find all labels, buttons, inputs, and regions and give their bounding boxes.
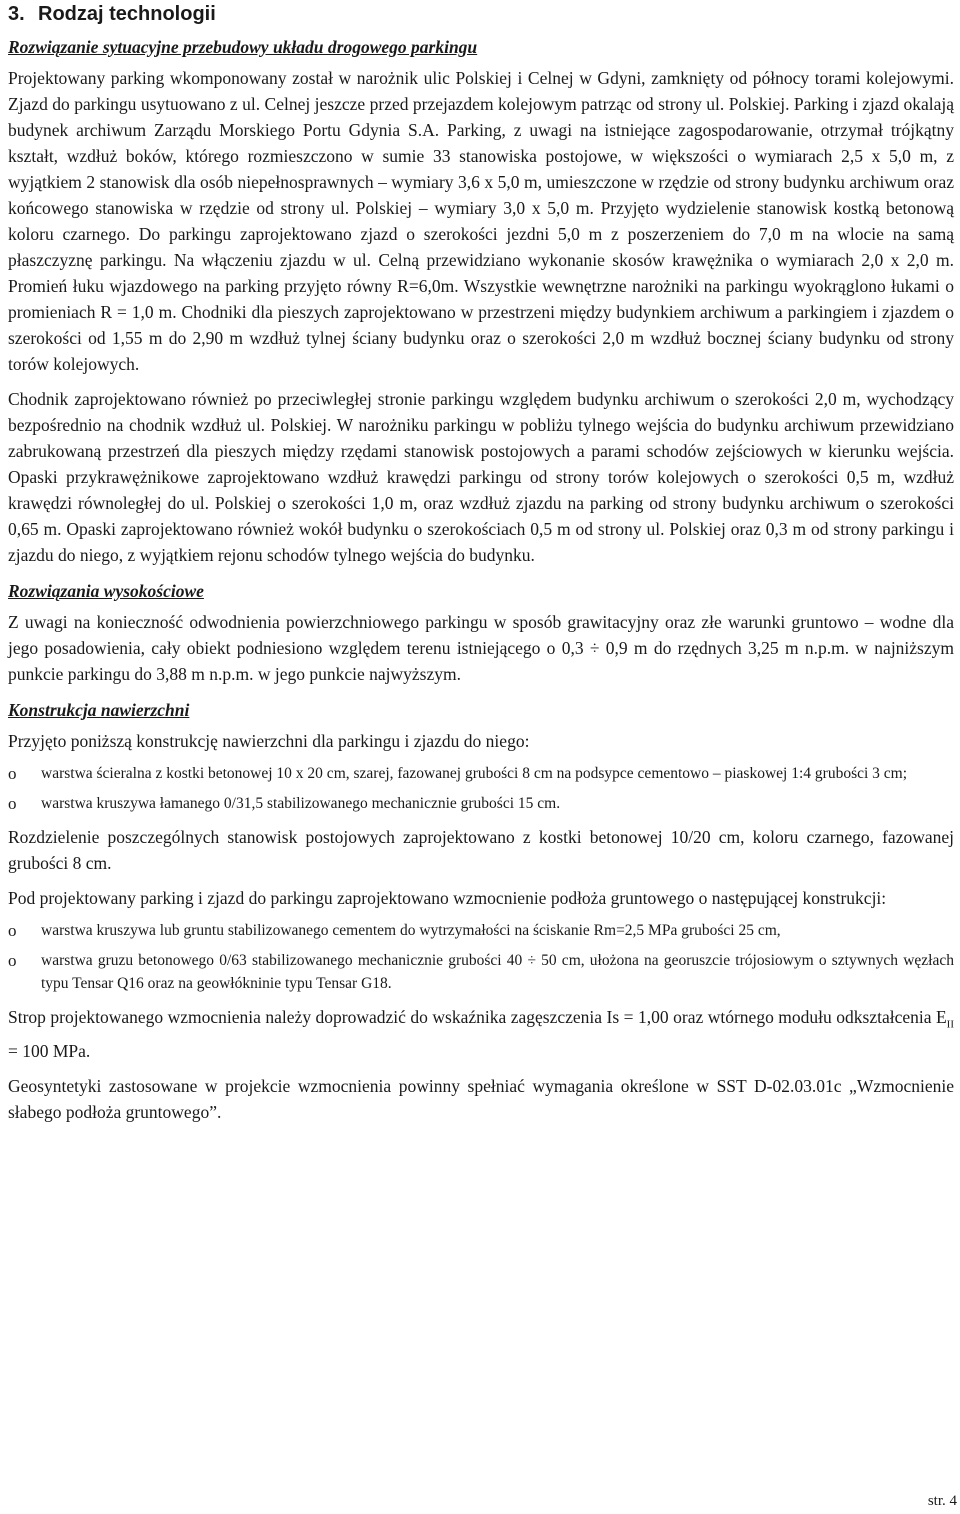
page-number: str. 4 xyxy=(927,1493,957,1509)
section-heading xyxy=(8,0,954,26)
subheading-layout: Rozwiązanie sytuacyjne przebudowy układu drogowego parkingu xyxy=(8,37,478,57)
list-item xyxy=(8,762,954,785)
paragraph-layout-1: Projektowany parking wkomponowany został w narożnik ulic Polskiej i Celnej w Gdyni, zamknięty od północy torami kolejowymi. Zjazd do parkingu usytuowano z ul. Celnej jeszcze przed przejazdem kolejowym patrząc od strony ul. Polskiej. Parking i zjazd okalają budynek archiwum Zarządu Morskiego Portu Gdynia S.A. Parking, z uwagi na istniejące zagospodarowanie, otrzymał trójkątny kształt, wzdłuż boków, którego rozmieszczono w sumie 33 stanowiska postojowe, w większości o wymiarach 2,5 x 5,0 m, z wyjątkiem 2 stanowisk dla osób niepełnosprawnych – wymiary 3,6 x 5,0 m, umieszczone w rzędzie od strony budynku archiwum oraz końcowego stanowiska w rzędzie od strony ul. Polskiej – wymiary 3,0 x 5,0 m. Przyjęto wydzielenie stanowisk kostką betonową koloru czarnego. Do parkingu zaprojektowano zjazd o szerokości jezdni 5,0 m z poszerzeniem do 7,0 m na wlocie na samą płaszczyznę parkingu. Na włączeniu zjazdu w ul. Celną przewidziano wykonanie skosów krawężnika o wymiarach 2,0 x 2,0 m. Promień łuku wjazdowego na parking przyjęto równy R=6,0m. Wszystkie wewnętrzne narożniki na parkingu wyokrąglono łukami o promieniach R = 1,0 m. Chodniki dla pieszych zaprojektowano w przestrzeni między budynkiem archiwum a parkingiem i zjazdem o szerokości od 1,55 m do 2,90 m wzdłuż tylnej ściany budynku oraz o szerokości 2,0 m wzdłuż bocznej ściany budynku od strony torów kolejowych. xyxy=(8,68,954,374)
subheading-heights: Rozwiązania wysokościowe xyxy=(8,581,204,601)
list-item xyxy=(8,949,954,995)
compaction-text-end: = 100 MPa. xyxy=(8,1040,91,1061)
bullet-marker: o xyxy=(8,951,17,970)
paragraph-pavement-intro: Przyjęto poniższą konstrukcję nawierzchni dla parkingu i zjazdu do niego: xyxy=(8,731,530,751)
list-item-text: warstwa kruszywa łamanego 0/31,5 stabilizowanego mechanicznie grubości 15 cm. xyxy=(41,795,561,812)
paragraph-geosynthetics: Geosyntetyki zastosowane w projekcie wzmocnienia powinny spełniać wymagania określone w SST D-02.03.01c „Wzmocnienie słabego podłoża gruntowego”. xyxy=(8,1075,954,1122)
compaction-text: Strop projektowanego wzmocnienia należy doprowadzić do wskaźnika zagęszczenia Is = 1,00 oraz wtórnego modułu odkształcenia E xyxy=(8,1007,947,1027)
list-item-text: warstwa kruszywa lub gruntu stabilizowanego cementem do wytrzymałości na ściskanie Rm=2,5 MPa grubości 25 cm, xyxy=(41,922,781,939)
list-item-text: warstwa ścieralna z kostki betonowej 10 x 20 cm, szarej, fazowanej grubości 8 cm na podsypce cementowo – piaskowej 1:4 grubości 3 cm; xyxy=(41,765,908,782)
paragraph-compaction xyxy=(8,1004,954,1064)
paragraph-separation: Rozdzielenie poszczególnych stanowisk postojowych zaprojektowano z kostki betonowej 10/20 cm, koloru czarnego, fazowanej grubości 8 cm. xyxy=(8,827,954,873)
bullet-marker: o xyxy=(8,794,17,813)
list-item xyxy=(8,792,954,815)
subheading-pavement: Konstrukcja nawierzchni xyxy=(8,700,190,720)
paragraph-heights: Z uwagi na konieczność odwodnienia powierzchniowego parkingu w sposób grawitacyjny oraz złe warunki gruntowo – wodne dla jego posadowienia, cały obiekt podniesiono względem terenu istniejącego o 0,3 ÷ 0,9 m do rzędnych 3,25 m n.p.m. w najniższym punkcie parkingu do 3,88 m n.p.m. w jego punkcie najwyższym. xyxy=(8,612,954,684)
list-item-text: warstwa gruzu betonowego 0/63 stabilizowanego mechanicznie grubości 40 ÷ 50 cm, ułożona na georuszcie trójosiowym o sztywnych węzłach typu Tensar Q16 oraz na geowłókninie typu Tensar G18. xyxy=(41,952,954,992)
document-page xyxy=(8,0,954,1125)
bullet-marker: o xyxy=(8,921,17,940)
paragraph-layout-2: Chodnik zaprojektowano również po przeciwległej stronie parkingu względem budynku archiwum o szerokości 2,0 m, wychodzący bezpośrednio na chodnik wzdłuż ul. Polskiej. W narożniku parkingu w pobliżu tylnego wejścia do budynku archiwum przewidziano zabrukowaną przestrzeń dla pieszych między rzędami stanowisk postojowych a parami schodów zejściowych w kierunku wejścia. Opaski przykrawężnikowe zaprojektowano wzdłuż krawędzi parkingu od strony torów kolejowych o szerokości 0,5 m, wzdłuż krawędzi równoległej do ul. Polskiej o szerokości 1,0 m, oraz wzdłuż zjazdu na parking od strony budynku archiwum o szerokości 0,65 m. Opaski zaprojektowano również wokół budynku o szerokościach 0,5 m od strony ul. Polskiej oraz 0,3 m od strony parkingu i zjazdu do niego, z wyjątkiem rejonu schodów tylnego wejścia do budynku. xyxy=(8,389,954,565)
pavement-layers-list xyxy=(8,762,954,815)
section-number: 3. xyxy=(8,3,25,25)
section-title: Rodzaj technologii xyxy=(38,3,216,25)
reinforcement-layers-list xyxy=(8,919,954,995)
paragraph-reinforcement: Pod projektowany parking i zjazd do parkingu zaprojektowano wzmocnienie podłoża gruntowego o następującej konstrukcji: xyxy=(8,888,887,908)
bullet-marker: o xyxy=(8,764,17,783)
list-item xyxy=(8,919,954,942)
modulus-subscript: II xyxy=(946,1018,954,1031)
